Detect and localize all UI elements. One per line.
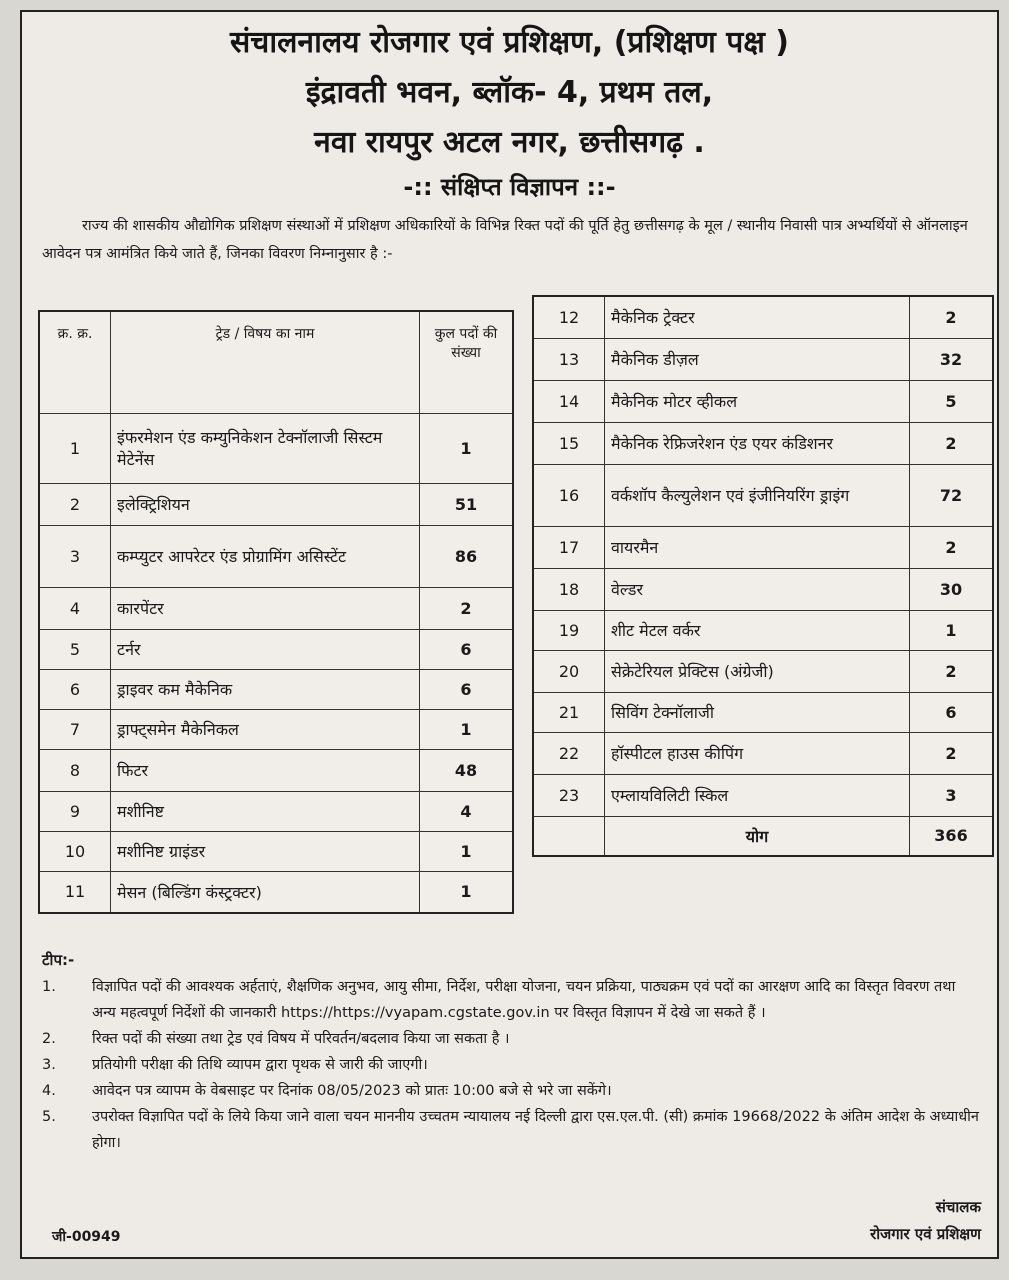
note-number: 2.	[42, 1031, 56, 1047]
posts-table-left-body	[39, 413, 513, 913]
serial-number-cell: 4	[39, 587, 111, 629]
table-row	[39, 413, 513, 483]
note-text: आवेदन पत्र व्यापम के वेबसाइट पर दिनांक 08/05/2023 को प्रातः 10:00 बजे से भरे जा सकेंगे।	[92, 1083, 612, 1099]
trade-name-cell: वर्कशॉप कैल्युलेशन एवं इंजीनियरिंग ड्राइंग	[605, 464, 910, 526]
trade-name-cell: मैकेनिक रेफ्रिजरेशन एंड एयर कंडिशनर	[605, 422, 910, 464]
trade-name-cell: वेल्डर	[605, 568, 910, 610]
note-number: 5.	[42, 1109, 56, 1125]
serial-number-cell: 19	[533, 610, 605, 650]
post-count-cell: 1	[420, 871, 514, 913]
post-count-cell: 2	[910, 422, 994, 464]
table-row	[39, 749, 513, 791]
trade-name-cell: मशीनिष्ट	[111, 791, 420, 831]
post-count-cell: 2	[910, 650, 994, 692]
note-item	[42, 1104, 979, 1156]
serial-number-cell: 10	[39, 831, 111, 871]
trade-name-cell: शीट मेटल वर्कर	[605, 610, 910, 650]
advertisement-sheet	[20, 10, 999, 1259]
post-count-cell: 86	[420, 525, 514, 587]
note-number: 3.	[42, 1057, 56, 1073]
trade-name-cell: सिविंग टेक्नॉलाजी	[605, 692, 910, 732]
total-row	[533, 816, 993, 856]
column-header-trade: ट्रेड / विषय का नाम	[111, 311, 420, 413]
serial-number-cell: 7	[39, 709, 111, 749]
trade-name-cell: कम्प्युटर आपरेटर एंड प्रोग्रामिंग असिस्टेंट	[111, 525, 420, 587]
note-text: उपरोक्त विज्ञापित पदों के लिये किया जाने वाला चयन माननीय उच्चतम न्यायालय नई दिल्ली द्वारा एस.एल.पी. (सी) क्रमांक 19668/2022 के अंतिम आदेश के अध्याधीन होगा।	[92, 1109, 979, 1151]
post-count-cell: 72	[910, 464, 994, 526]
table-row	[39, 871, 513, 913]
notes-list	[42, 974, 979, 1156]
trade-name-cell: मैकेनिक डीज़ल	[605, 338, 910, 380]
table-row	[533, 338, 993, 380]
note-item	[42, 1026, 979, 1052]
posts-table-left	[38, 310, 514, 914]
serial-number-cell: 13	[533, 338, 605, 380]
post-count-cell: 51	[420, 483, 514, 525]
post-count-cell: 2	[420, 587, 514, 629]
serial-number-cell: 20	[533, 650, 605, 692]
table-row	[533, 568, 993, 610]
trade-name-cell: ड्राइवर कम मैकेनिक	[111, 669, 420, 709]
serial-number-cell: 12	[533, 296, 605, 338]
trade-name-cell: एम्लायविलिटी स्किल	[605, 774, 910, 816]
note-text: प्रतियोगी परीक्षा की तिथि व्यापम द्वारा पृथक से जारी की जाएगी।	[92, 1057, 428, 1073]
table-row	[39, 525, 513, 587]
column-header-posts: कुल पदों की संख्या	[420, 311, 514, 413]
trade-name-cell: वायरमैन	[605, 526, 910, 568]
intro-paragraph: राज्य की शासकीय औद्योगिक प्रशिक्षण संस्थाओं में प्रशिक्षण अधिकारियों के विभिन्न रिक्त पदों की पूर्ति हेतु छत्तीसगढ़ के मूल / स्थानीय निवासी पात्र अभ्यर्थियों से ऑनलाइन आवेदन पत्र आमंत्रित किये जाते हैं, जिनका विवरण निम्नानुसार है :-	[42, 218, 968, 262]
post-count-cell: 2	[910, 296, 994, 338]
serial-number-cell: 9	[39, 791, 111, 831]
table-row	[39, 629, 513, 669]
note-number: 1.	[42, 979, 56, 995]
release-code: जी-00949	[52, 1229, 121, 1245]
serial-number-cell: 8	[39, 749, 111, 791]
table-row	[39, 831, 513, 871]
table-row	[39, 791, 513, 831]
trade-name-cell: फिटर	[111, 749, 420, 791]
serial-number-cell: 21	[533, 692, 605, 732]
trade-name-cell: सेक्रेटेरियल प्रेक्टिस (अंग्रेजी)	[605, 650, 910, 692]
post-count-cell: 6	[420, 669, 514, 709]
post-count-cell: 48	[420, 749, 514, 791]
trade-name-cell: मैकेनिक मोटर व्हीकल	[605, 380, 910, 422]
table-row	[39, 587, 513, 629]
serial-number-cell: 1	[39, 413, 111, 483]
notes-title: टीप:-	[42, 951, 75, 969]
serial-number-cell: 15	[533, 422, 605, 464]
post-count-cell: 2	[910, 732, 994, 774]
post-count-cell: 1	[420, 831, 514, 871]
table-row	[533, 610, 993, 650]
total-value: 366	[910, 816, 994, 856]
serial-number-cell: 2	[39, 483, 111, 525]
trade-name-cell: इलेक्ट्रिशियन	[111, 483, 420, 525]
trade-name-cell: ड्राफ्ट्समेन मैकेनिकल	[111, 709, 420, 749]
trade-name-cell: मशीनिष्ट ग्राइंडर	[111, 831, 420, 871]
table-row	[533, 464, 993, 526]
note-text: विज्ञापित पदों की आवश्यक अर्हताएं, शैक्षणिक अनुभव, आयु सीमा, निर्देश, परीक्षा योजना, चयन प्रक्रिया, पाठ्यक्रम एवं पदों का आरक्षण आदि का विस्तृत विवरण तथा अन्य महत्वपूर्ण निर्देशों की जानकारी https://https://vyapam.cgstate.gov.in पर विस्तृत विज्ञापन में देखे जा सकते हैं ।	[92, 979, 956, 1021]
note-item	[42, 1078, 979, 1104]
post-count-cell: 3	[910, 774, 994, 816]
post-count-cell: 1	[420, 709, 514, 749]
serial-number-cell: 16	[533, 464, 605, 526]
serial-number-cell: 11	[39, 871, 111, 913]
post-count-cell: 2	[910, 526, 994, 568]
post-count-cell: 4	[420, 791, 514, 831]
post-count-cell: 1	[420, 413, 514, 483]
trade-name-cell: इंफरमेशन एंड कम्युनिकेशन टेक्नॉलाजी सिस्टम मेटेनेंस	[111, 413, 420, 483]
note-number: 4.	[42, 1083, 56, 1099]
post-count-cell: 32	[910, 338, 994, 380]
serial-number-cell: 18	[533, 568, 605, 610]
serial-number-cell: 6	[39, 669, 111, 709]
posts-table-right-body	[533, 296, 993, 816]
table-row	[39, 669, 513, 709]
table-row	[533, 774, 993, 816]
signatory-title: संचालक	[935, 1198, 981, 1216]
note-item	[42, 974, 979, 1026]
trade-name-cell: मेसन (बिल्डिंग कंस्ट्रक्टर)	[111, 871, 420, 913]
post-count-cell: 5	[910, 380, 994, 422]
total-blank-cell	[533, 816, 605, 856]
trade-name-cell: टर्नर	[111, 629, 420, 669]
posts-table-right	[532, 295, 994, 857]
table-row	[533, 692, 993, 732]
post-count-cell: 1	[910, 610, 994, 650]
trade-name-cell: हॉस्पीटल हाउस कीपिंग	[605, 732, 910, 774]
notes-section	[42, 950, 979, 1156]
post-count-cell: 6	[420, 629, 514, 669]
table-row	[533, 732, 993, 774]
table-row	[533, 380, 993, 422]
note-text: रिक्त पदों की संख्या तथा ट्रेड एवं विषय में परिवर्तन/बदलाव किया जा सकता है ।	[92, 1031, 510, 1047]
table-row	[533, 422, 993, 464]
header-line-2: इंद्रावती भवन, ब्लॉक- 4, प्रथम तल,	[305, 75, 714, 110]
table-row	[533, 650, 993, 692]
table-row	[533, 526, 993, 568]
trade-name-cell: कारपेंटर	[111, 587, 420, 629]
note-item	[42, 1052, 979, 1078]
header-line-1: संचालनालय रोजगार एवं प्रशिक्षण, (प्रशिक्षण पक्ष )	[229, 25, 789, 60]
serial-number-cell: 14	[533, 380, 605, 422]
serial-number-cell: 5	[39, 629, 111, 669]
serial-number-cell: 3	[39, 525, 111, 587]
serial-number-cell: 17	[533, 526, 605, 568]
column-header-sno: क्र. क्र.	[39, 311, 111, 413]
advertisement-title: -:: संक्षिप्त विज्ञापन ::-	[403, 173, 616, 201]
table-row	[39, 483, 513, 525]
serial-number-cell: 23	[533, 774, 605, 816]
table-row	[533, 296, 993, 338]
signatory-department: रोजगार एवं प्रशिक्षण	[870, 1225, 981, 1243]
post-count-cell: 30	[910, 568, 994, 610]
serial-number-cell: 22	[533, 732, 605, 774]
header-line-3: नवा रायपुर अटल नगर, छत्तीसगढ़ .	[314, 125, 705, 160]
trade-name-cell: मैकेनिक ट्रेक्टर	[605, 296, 910, 338]
total-label: योग	[605, 816, 910, 856]
table-row	[39, 709, 513, 749]
post-count-cell: 6	[910, 692, 994, 732]
